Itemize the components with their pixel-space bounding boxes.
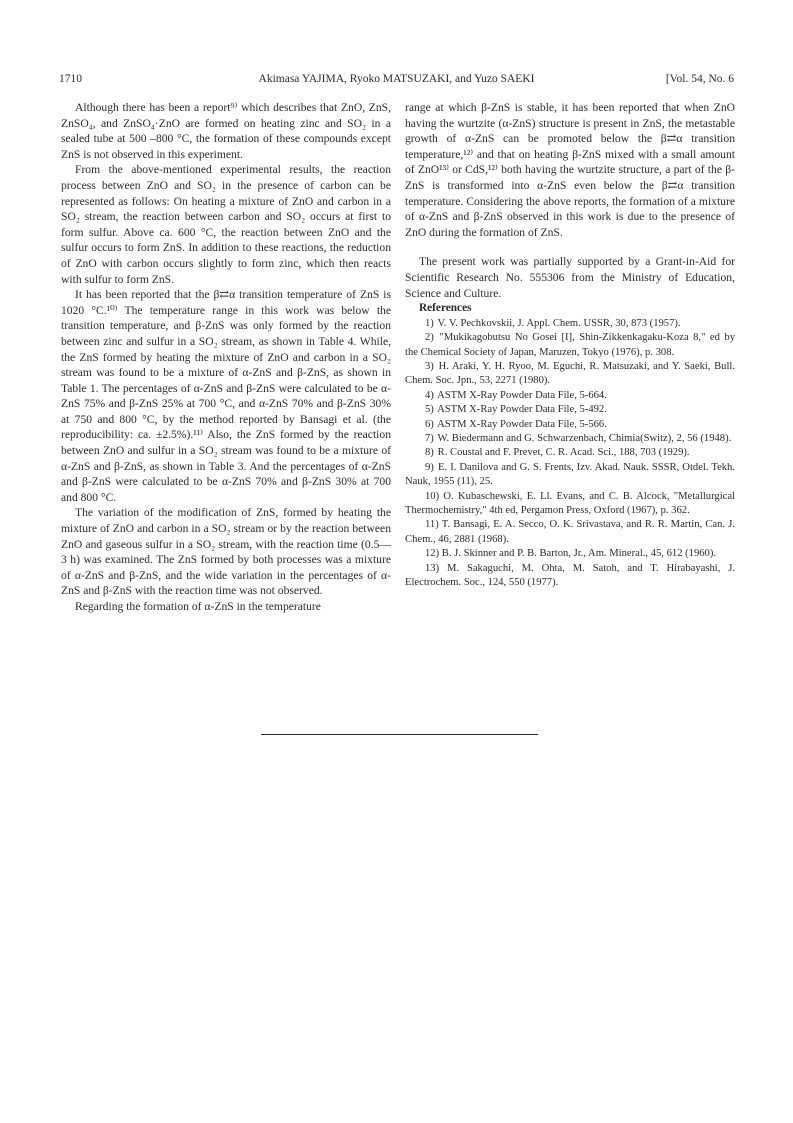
reference-number: 11) xyxy=(425,519,439,531)
reference-number: 2) xyxy=(425,332,434,344)
reference-number: 6) xyxy=(425,418,434,430)
reference-text: M. Sakaguchi, M. Ohta, M. Satoh, and T. Hirabayashi, J. Electrochem. Soc., 124, 550 (1977). xyxy=(405,562,735,589)
acknowledgement: The present work was partially supported by a Grant-in-Aid for Scientific Research No. 555306 from the Ministry of Education, Science and Culture. xyxy=(405,255,735,300)
reference-item xyxy=(405,446,735,460)
volume-issue: [Vol. 54, No. 6 xyxy=(665,73,734,85)
reference-number: 1) xyxy=(425,317,434,329)
left-column xyxy=(61,100,391,615)
reference-text: V. V. Pechkovskii, J. Appl. Chem. USSR, 30, 873 (1957). xyxy=(437,317,681,329)
reference-text: "Mukikagobutsu No Gosei [I], Shin-Zikkenkagaku-Koza 8," ed by the Chemical Society of Japan, Maruzen, Tokyo (1976), p. 308. xyxy=(405,332,735,358)
reference-text: ASTM X-Ray Powder Data File, 5-566. xyxy=(437,418,607,430)
body-paragraph: Regarding the formation of α-ZnS in the temperature xyxy=(75,600,321,613)
reference-text: H. Araki, Y. H. Ryoo, M. Eguchi, R. Matsuzaki, and Y. Saeki, Bull. Chem. Soc. Jpn., 53, 2271 (1980). xyxy=(405,360,735,387)
reference-text: B. J. Skinner and P. B. Barton, Jr., Am. Mineral., 45, 612 (1960). xyxy=(441,548,717,560)
reference-number: 7) xyxy=(425,432,434,444)
reference-number: 9) xyxy=(425,461,434,473)
reference-text: ASTM X-Ray Powder Data File, 5-492. xyxy=(437,404,607,416)
reference-number: 8) xyxy=(425,447,434,459)
reference-item xyxy=(405,562,735,591)
reference-number: 3) xyxy=(425,360,434,372)
reference-text: O. Kubaschewski, E. Ll. Evans, and C. B. Alcock, "Metallurgical Thermochemistry," 4th ed, Pergamon Press, Oxford (1967), p. 362. xyxy=(405,490,735,516)
reference-item xyxy=(405,360,735,389)
reference-item xyxy=(405,518,735,547)
body-paragraph: The variation of the modification of ZnS, formed by heating the mixture of ZnO and carbon in a SO₂ stream or by the reaction between ZnO and gaseous sulfur in a SO₂ stream, with the reaction time (0.5—3 h) was examined. The ZnS formed by both processes was a mixture of α-ZnS and β-ZnS, and the wide variation in the percentages of α-ZnS and β-ZnS with the reaction time was not observed. xyxy=(61,506,391,598)
reference-item xyxy=(405,547,735,561)
reference-list xyxy=(405,317,735,591)
reference-number: 4) xyxy=(425,389,434,401)
reference-text: E. I. Danilova and G. S. Frents, Izv. Akad. Nauk. SSSR, Otdel. Tekh. Nauk, 1955 (11), 25. xyxy=(405,461,736,488)
body-paragraph: Although there has been a report⁹⁾ which describes that ZnO, ZnS, ZnSO₄, and ZnSO₄·ZnO are formed on heating zinc and SO₂ in a sealed tube at 500 –800 °C, the formation of these compounds except ZnS is not observed in this experiment. xyxy=(61,101,391,161)
reference-number: 13) xyxy=(425,562,440,574)
reference-item xyxy=(405,461,735,490)
reference-text: R. Coustal and F. Prevet, C. R. Acad. Sci., 188, 703 (1929). xyxy=(437,447,690,459)
reference-number: 10) xyxy=(425,490,440,502)
body-paragraph: It has been reported that the β⇄α transition temperature of ZnS is 1020 °C.¹⁰⁾ The temperature range in this work was below the transition temperature, and β-ZnS was only formed by the reaction between zinc and sulfur in a SO₂ stream, as shown in Table 4. While, the ZnS formed by heating the mixture of ZnO and carbon in a SO₂ stream was found to be a mixture of α-ZnS and β-ZnS, as shown in Table 1. The percentages of α-ZnS and β-ZnS were calculated to be α-ZnS 75% and β-ZnS 25% at 700 °C, and α-ZnS 70% and β-ZnS 30% at 750 and 800 °C, by the method reported by Bansagi et al. (the reproducibility: ca. ±2.5%).¹¹⁾ Also, the ZnS formed by the reaction between ZnO and sulfur in a SO₂ stream was found to be a mixture of α-ZnS and β-ZnS, as shown in Table 3. And the percentages of α-ZnS and β-ZnS were calculated to be α-ZnS 70% and β-ZnS 30% at 700 and 800 °C. xyxy=(61,288,391,504)
reference-text: T. Bansagi, E. A. Secco, O. K. Srivastava, and R. R. Martin, Can. J. Chem., 46, 2881 (1968). xyxy=(405,519,735,545)
reference-item xyxy=(405,317,735,331)
reference-number: 12) xyxy=(425,548,440,560)
reference-item xyxy=(405,432,735,446)
end-of-article-rule xyxy=(261,734,538,735)
running-head-authors: Akimasa YAJIMA, Ryoko MATSUZAKI, and Yuzo SAEKI xyxy=(258,73,535,85)
reference-number: 5) xyxy=(425,404,434,416)
reference-item xyxy=(405,418,735,432)
page-number: 1710 xyxy=(59,73,82,85)
reference-item xyxy=(405,389,735,403)
body-paragraph-continued: range at which β-ZnS is stable, it has been reported that when ZnO having the wurtzite (α-ZnS) structure is present in ZnS, the metastable growth of α-ZnS can be promoted below the β⇄α transition temperature,¹²⁾ and that on heating β-ZnS mixed with a small amount of ZnO¹³⁾ or CdS,¹²⁾ both having the wurtzite structure, a part of the β-ZnS is transformed into α-ZnS even below the β⇄α transition temperature. Considering the above reports, the formation of a mixture of α-ZnS and β-ZnS observed in this work is due to the presence of ZnO during the formation of ZnS. xyxy=(405,101,735,239)
references-heading: References xyxy=(419,302,472,315)
body-paragraph: From the above-mentioned experimental results, the reaction process between ZnO and SO₂ in the presence of carbon can be represented as follows: On heating a mixture of ZnO and carbon in a SO₂ stream, the reaction between carbon and SO₂ occurs at first to form sulfur. Above ca. 600 °C, the reaction between ZnO and the sulfur occurs to form ZnS. In addition to these reactions, the reduction of ZnO with carbon occurs slightly to form zinc, which then reacts with sulfur to form ZnS. xyxy=(61,163,391,286)
right-column xyxy=(405,100,735,590)
running-head xyxy=(59,73,734,89)
reference-item xyxy=(405,490,735,519)
reference-item xyxy=(405,403,735,417)
reference-text: W. Biedermann and G. Schwarzenbach, Chimia(Switz), 2, 56 (1948). xyxy=(437,432,732,444)
reference-text: ASTM X-Ray Powder Data File, 5-664. xyxy=(437,389,607,401)
reference-item xyxy=(405,331,735,360)
